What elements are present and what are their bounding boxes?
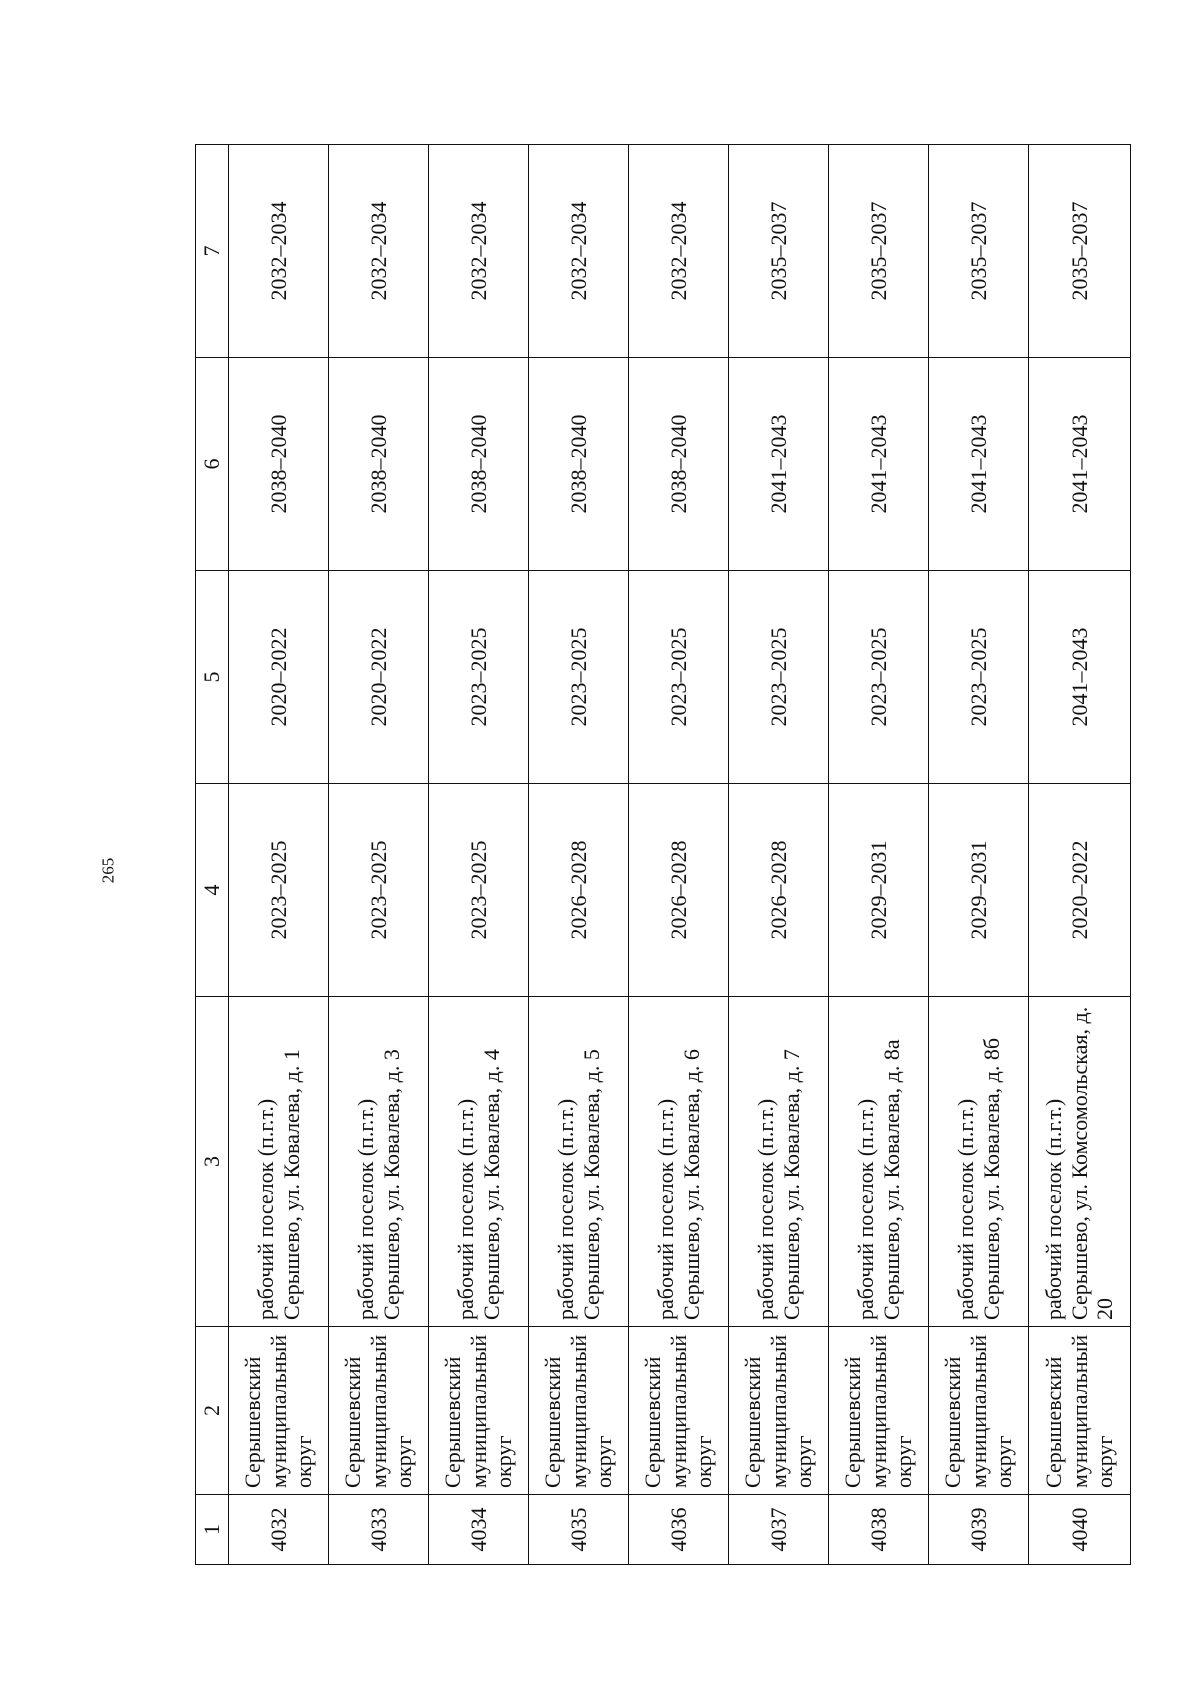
registry-table [195,144,1131,1565]
district-cell: Серышевский муниципальный округ [729,1327,829,1495]
district-cell: Серышевский муниципальный округ [329,1327,429,1495]
column-header: 6 [196,358,229,571]
table-row [729,145,829,1565]
period-cell: 2020–2022 [329,571,429,784]
address-cell: рабочий поселок (п.г.т.) Серышево, ул. Ковалева, д. 5 [529,997,629,1327]
period-cell: 2041–2043 [829,358,929,571]
table-row [1029,145,1131,1565]
district-cell: Серышевский муниципальный округ [529,1327,629,1495]
column-header: 5 [196,571,229,784]
period-cell: 2023–2025 [829,571,929,784]
row-number: 4036 [629,1495,729,1565]
row-number: 4040 [1029,1495,1131,1565]
address-cell: рабочий поселок (п.г.т.) Серышево, ул. Ковалева, д. 3 [329,997,429,1327]
period-cell: 2023–2025 [429,784,529,997]
district-cell: Серышевский муниципальный округ [629,1327,729,1495]
district-cell: Серышевский муниципальный округ [229,1327,329,1495]
period-cell: 2038–2040 [329,358,429,571]
row-number: 4035 [529,1495,629,1565]
period-cell: 2035–2037 [829,145,929,358]
period-cell: 2029–2031 [929,784,1029,997]
period-cell: 2032–2034 [529,145,629,358]
period-cell: 2023–2025 [229,784,329,997]
column-header: 3 [196,997,229,1327]
period-cell: 2026–2028 [529,784,629,997]
address-cell: рабочий поселок (п.г.т.) Серышево, ул. Ковалева, д. 8а [829,997,929,1327]
period-cell: 2029–2031 [829,784,929,997]
row-number: 4034 [429,1495,529,1565]
row-number: 4038 [829,1495,929,1565]
period-cell: 2038–2040 [229,358,329,571]
period-cell: 2035–2037 [729,145,829,358]
row-number: 4039 [929,1495,1029,1565]
address-cell: рабочий поселок (п.г.т.) Серышево, ул. Комсомольская, д. 20 [1029,997,1131,1327]
period-cell: 2023–2025 [729,571,829,784]
page-number: 265 [98,857,118,884]
period-cell: 2026–2028 [629,784,729,997]
table-row [529,145,629,1565]
period-cell: 2041–2043 [1029,358,1131,571]
column-header: 7 [196,145,229,358]
address-cell: рабочий поселок (п.г.т.) Серышево, ул. Ковалева, д. 8б [929,997,1029,1327]
period-cell: 2035–2037 [929,145,1029,358]
period-cell: 2023–2025 [429,571,529,784]
table-container [195,145,1125,1565]
period-cell: 2020–2022 [1029,784,1131,997]
column-header: 1 [196,1495,229,1565]
row-number: 4033 [329,1495,429,1565]
period-cell: 2035–2037 [1029,145,1131,358]
period-cell: 2023–2025 [529,571,629,784]
period-cell: 2023–2025 [329,784,429,997]
district-cell: Серышевский муниципальный округ [1029,1327,1131,1495]
table-row [229,145,329,1565]
row-number: 4032 [229,1495,329,1565]
district-cell: Серышевский муниципальный округ [829,1327,929,1495]
period-cell: 2026–2028 [729,784,829,997]
header-row [196,145,229,1565]
period-cell: 2032–2034 [329,145,429,358]
column-header: 4 [196,784,229,997]
table-row [829,145,929,1565]
district-cell: Серышевский муниципальный округ [929,1327,1029,1495]
table-row [429,145,529,1565]
period-cell: 2032–2034 [629,145,729,358]
period-cell: 2032–2034 [429,145,529,358]
period-cell: 2023–2025 [629,571,729,784]
period-cell: 2020–2022 [229,571,329,784]
row-number: 4037 [729,1495,829,1565]
table-row [929,145,1029,1565]
period-cell: 2038–2040 [629,358,729,571]
address-cell: рабочий поселок (п.г.т.) Серышево, ул. Ковалева, д. 6 [629,997,729,1327]
address-cell: рабочий поселок (п.г.т.) Серышево, ул. Ковалева, д. 1 [229,997,329,1327]
period-cell: 2023–2025 [929,571,1029,784]
period-cell: 2032–2034 [229,145,329,358]
table-row [329,145,429,1565]
table-row [629,145,729,1565]
period-cell: 2041–2043 [1029,571,1131,784]
address-cell: рабочий поселок (п.г.т.) Серышево, ул. Ковалева, д. 4 [429,997,529,1327]
period-cell: 2041–2043 [929,358,1029,571]
column-header: 2 [196,1327,229,1495]
district-cell: Серышевский муниципальный округ [429,1327,529,1495]
period-cell: 2041–2043 [729,358,829,571]
period-cell: 2038–2040 [429,358,529,571]
address-cell: рабочий поселок (п.г.т.) Серышево, ул. Ковалева, д. 7 [729,997,829,1327]
period-cell: 2038–2040 [529,358,629,571]
